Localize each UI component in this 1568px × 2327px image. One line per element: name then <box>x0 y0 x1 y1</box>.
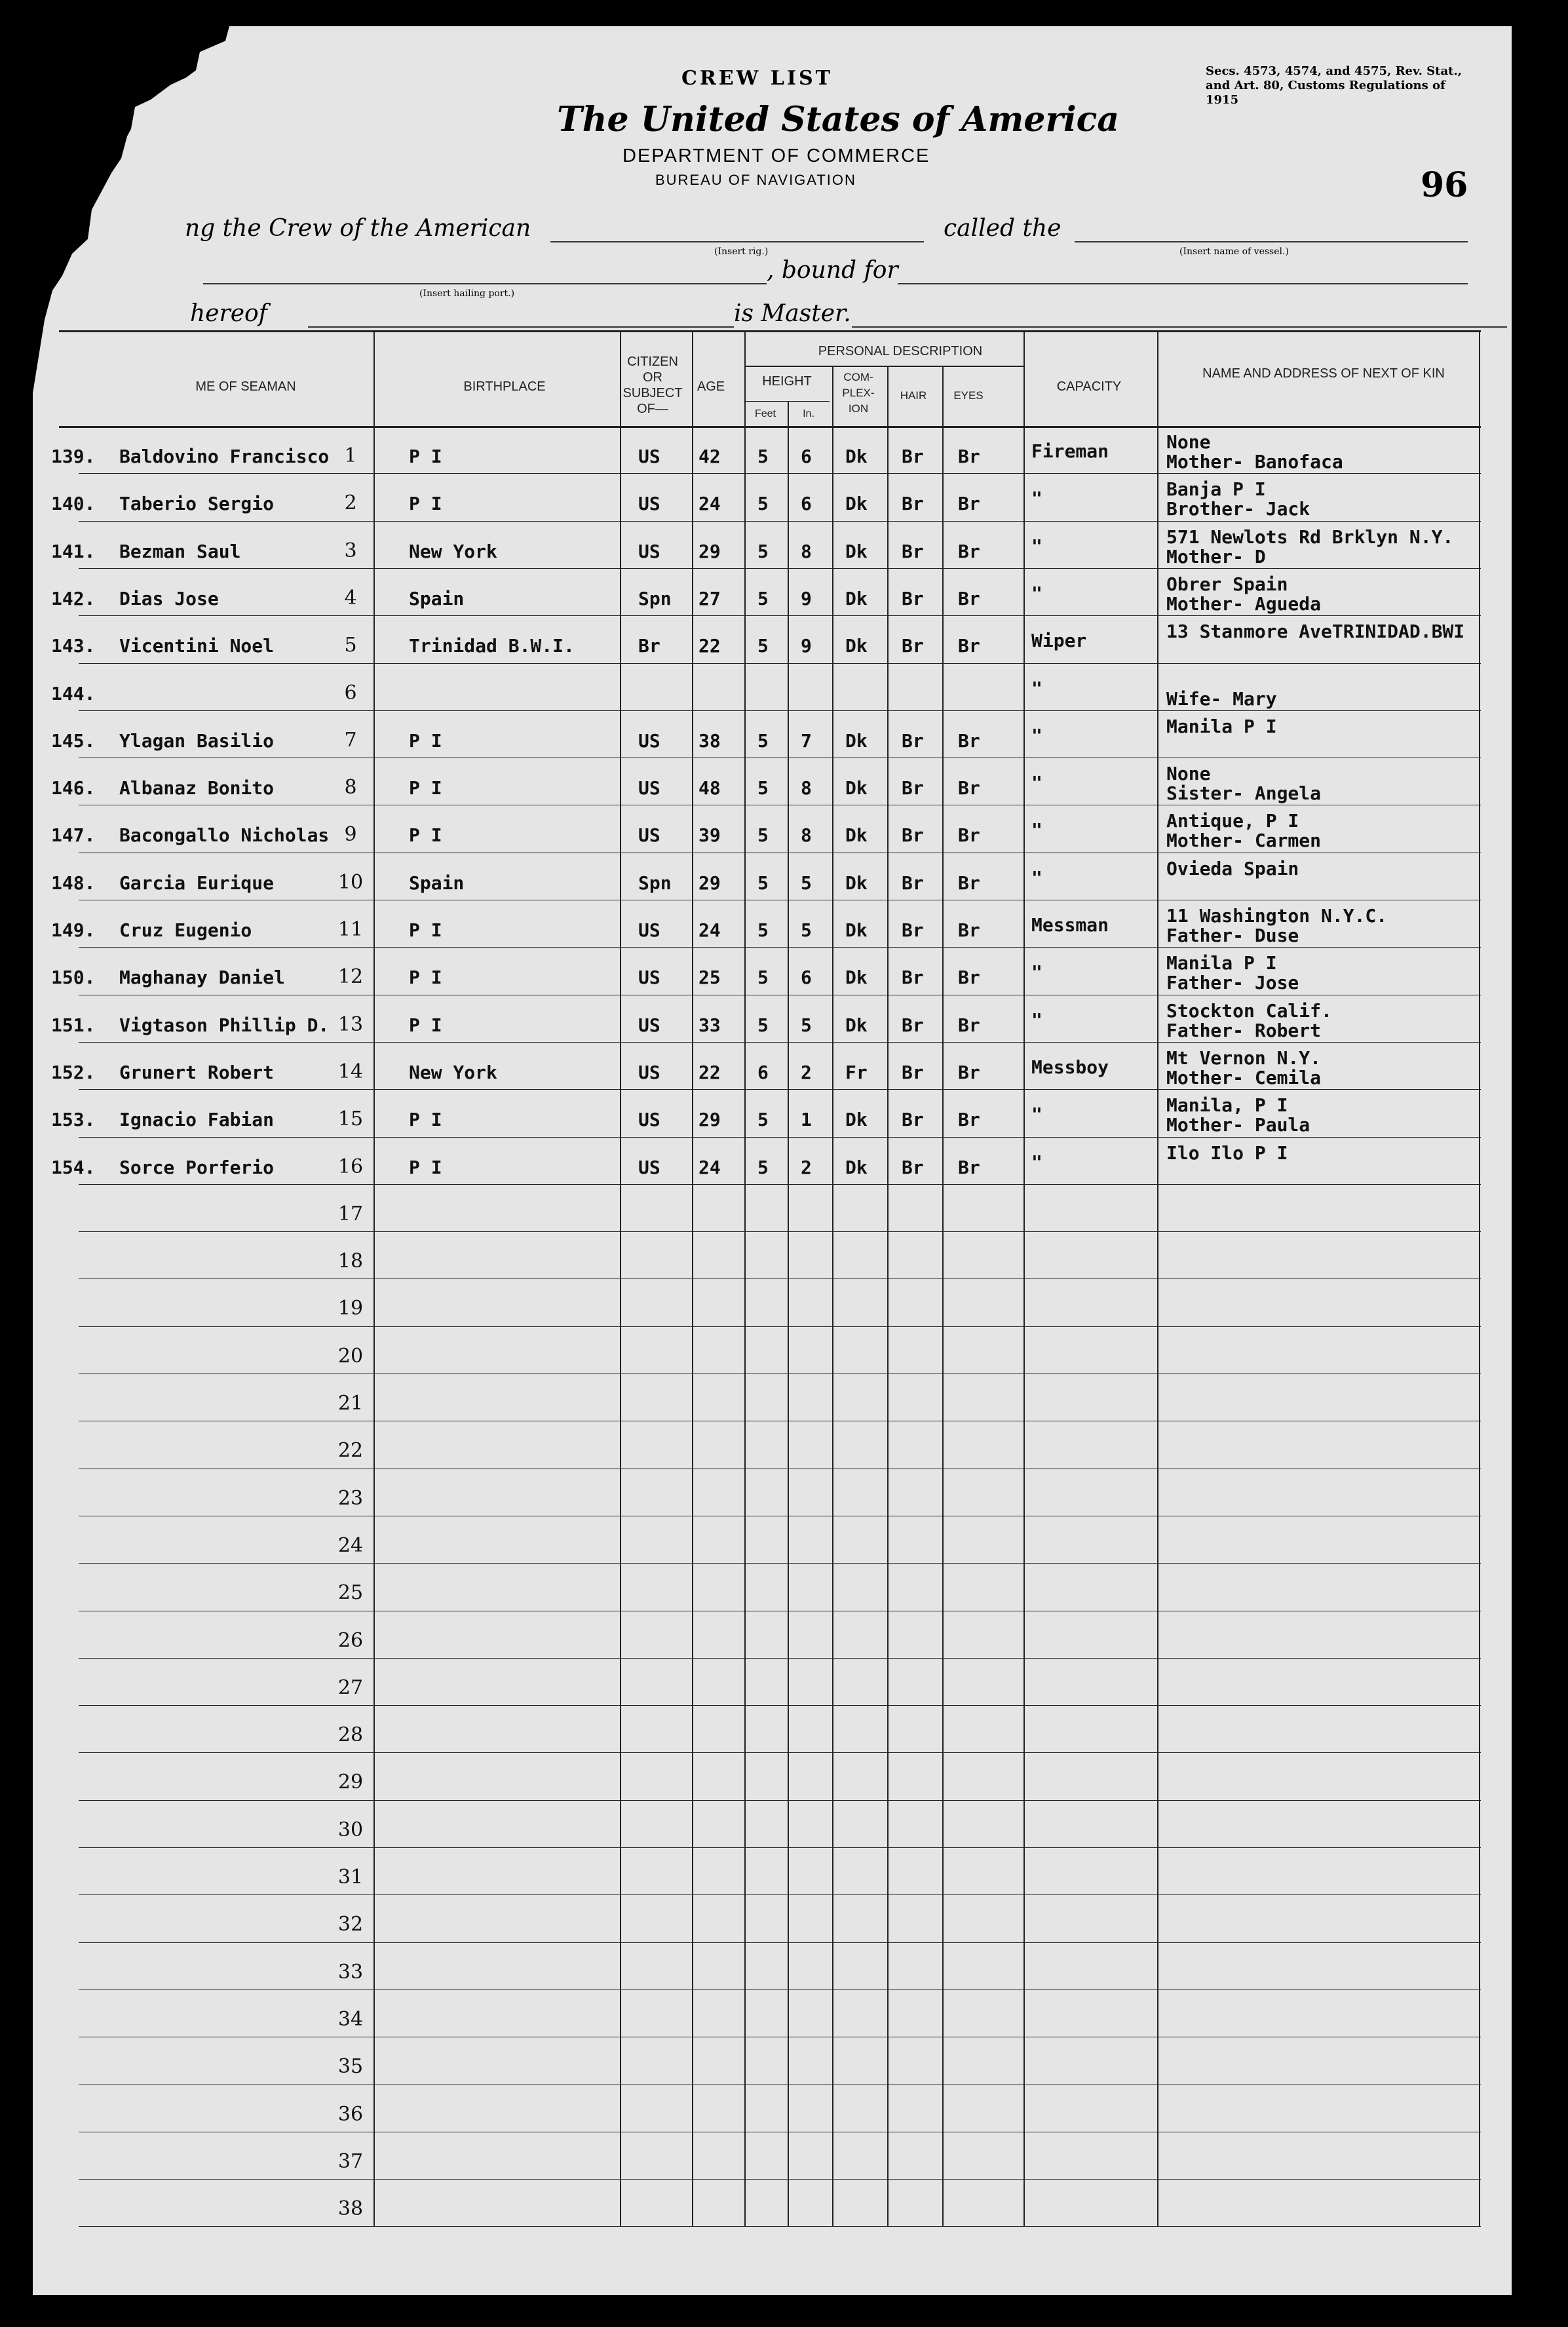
capacity: " <box>1031 582 1042 604</box>
col-feet-header: Feet <box>754 408 776 419</box>
crew-id: 145. <box>51 729 96 752</box>
crew-id: 148. <box>51 872 96 894</box>
capacity: Messboy <box>1031 1056 1109 1078</box>
height-feet: 5 <box>757 919 769 941</box>
line-number: 7 <box>344 728 357 752</box>
crew-id: 141. <box>51 540 96 562</box>
seaman-name: Vigtason Phillip D. <box>119 1014 330 1036</box>
rig-caption: (Insert rig.) <box>714 246 769 257</box>
col-hair-header: HAIR <box>900 389 927 402</box>
line-number: 8 <box>344 776 357 799</box>
line-number: 13 <box>337 1012 364 1036</box>
line-number: 18 <box>337 1250 364 1273</box>
row-rule <box>79 663 1481 664</box>
line-number: 12 <box>337 965 364 989</box>
height-inches: 7 <box>801 729 812 752</box>
line-number: 16 <box>337 1155 364 1178</box>
seaman-name: Sorce Porferio <box>119 1156 275 1178</box>
hair-color: Br <box>902 919 924 941</box>
eye-color: Br <box>958 919 980 941</box>
col-citizen-header: CITIZEN OR SUBJECT OF— <box>622 355 683 416</box>
capacity: " <box>1031 677 1042 699</box>
crew-id: 149. <box>51 919 96 941</box>
hair-color: Br <box>902 587 924 609</box>
complexion: Dk <box>845 493 868 515</box>
next-of-kin: Mother- Carmen <box>1166 830 1322 852</box>
capacity: " <box>1031 724 1042 746</box>
complexion: Dk <box>845 919 868 941</box>
hair-color: Br <box>902 777 924 799</box>
height-feet: 5 <box>757 1109 769 1131</box>
capacity: " <box>1031 1104 1042 1126</box>
hair-color: Br <box>902 446 924 467</box>
complexion: Fr <box>845 1061 868 1083</box>
next-of-kin: Antique, P I <box>1166 810 1299 832</box>
citizenship: US <box>638 824 660 847</box>
next-of-kin: Father- Jose <box>1166 972 1299 994</box>
eye-color: Br <box>958 824 980 847</box>
hair-color: Br <box>902 493 924 515</box>
row-rule <box>79 1089 1481 1090</box>
row-rule <box>79 1184 1481 1185</box>
line-number: 31 <box>337 1866 364 1889</box>
seaman-name: Taberio Sergio <box>119 493 275 515</box>
bound-for-text: , bound for <box>767 257 898 284</box>
line-number: 19 <box>337 1297 364 1320</box>
complexion: Dk <box>845 1109 868 1131</box>
line-number: 27 <box>337 1676 364 1699</box>
complexion: Dk <box>845 1014 868 1036</box>
height-feet: 5 <box>757 587 769 609</box>
row-rule <box>79 2179 1481 2180</box>
hair-color: Br <box>902 1109 924 1131</box>
capacity: Wiper <box>1031 630 1087 652</box>
birthplace: P I <box>409 1014 442 1036</box>
header-bottom-rule <box>59 426 1481 428</box>
complexion: Dk <box>845 635 868 657</box>
hair-color: Br <box>902 729 924 752</box>
line-number: 32 <box>337 1913 364 1936</box>
capacity: " <box>1031 819 1042 841</box>
next-of-kin: Mother- Banofaca <box>1166 451 1343 472</box>
next-of-kin: Brother- Jack <box>1166 498 1310 520</box>
row-rule <box>79 1894 1481 1895</box>
crew-id: 152. <box>51 1061 96 1083</box>
height-feet: 5 <box>757 493 769 515</box>
birthplace: New York <box>409 1061 497 1083</box>
height-feet: 5 <box>757 824 769 847</box>
birthplace: Spain <box>409 587 465 609</box>
line-number: 6 <box>344 681 357 704</box>
seaman-name: Baldovino Francisco <box>119 446 330 467</box>
hair-color: Br <box>902 1014 924 1036</box>
row-rule <box>79 1563 1481 1564</box>
citizenship: US <box>638 1109 660 1131</box>
age: 29 <box>698 1109 721 1131</box>
height-feet: 5 <box>757 777 769 799</box>
eye-color: Br <box>958 587 980 609</box>
citizenship: US <box>638 967 660 989</box>
height-inches: 9 <box>801 635 812 657</box>
port-caption: (Insert hailing port.) <box>419 288 515 299</box>
complexion: Dk <box>845 446 868 467</box>
crew-id: 142. <box>51 587 96 609</box>
crew-id: 139. <box>51 446 96 467</box>
row-rule <box>79 1847 1481 1848</box>
col-inches-header: In. <box>803 408 814 419</box>
seaman-name: Dias Jose <box>119 587 219 609</box>
eye-color: Br <box>958 540 980 562</box>
next-of-kin: 11 Washington N.Y.C. <box>1166 905 1388 927</box>
called-the-text: called the <box>944 215 1061 242</box>
seaman-name: Bacongallo Nicholas <box>119 824 330 847</box>
line-number: 20 <box>337 1344 364 1368</box>
line-number: 5 <box>344 634 357 657</box>
birthplace: Spain <box>409 872 465 894</box>
age: 42 <box>698 446 721 467</box>
height-inches: 6 <box>801 493 812 515</box>
height-feet: 6 <box>757 1061 769 1083</box>
height-feet: 5 <box>757 540 769 562</box>
col-eyes-header: EYES <box>953 389 984 402</box>
line-number: 28 <box>337 1723 364 1747</box>
hair-color: Br <box>902 1061 924 1083</box>
height-feet: 5 <box>757 635 769 657</box>
age: 39 <box>698 824 721 847</box>
capacity: " <box>1031 488 1042 510</box>
line-number: 21 <box>337 1392 364 1415</box>
line-number: 15 <box>337 1107 364 1131</box>
height-sub-rule <box>744 401 830 402</box>
crew-id: 154. <box>51 1156 96 1178</box>
birthplace: P I <box>409 446 442 467</box>
next-of-kin: Ilo Ilo P I <box>1166 1142 1288 1164</box>
next-of-kin: 13 Stanmore AveTRINIDAD.BWI <box>1166 621 1465 643</box>
row-rule <box>79 1752 1481 1753</box>
seaman-name: Vicentini Noel <box>119 635 275 657</box>
height-feet: 5 <box>757 1156 769 1178</box>
line-number: 35 <box>337 2055 364 2079</box>
line-number: 9 <box>344 823 357 847</box>
citizenship: US <box>638 1014 660 1036</box>
row-rule <box>79 568 1481 569</box>
next-of-kin: Mother- D <box>1166 545 1266 567</box>
height-feet: 5 <box>757 446 769 467</box>
citizenship: Br <box>638 635 660 657</box>
hair-color: Br <box>902 1156 924 1178</box>
birthplace: P I <box>409 1156 442 1178</box>
age: 33 <box>698 1014 721 1036</box>
line-number: 17 <box>337 1202 364 1225</box>
seaman-name: Grunert Robert <box>119 1061 275 1083</box>
eye-color: Br <box>958 1061 980 1083</box>
height-inches: 5 <box>801 919 812 941</box>
col-kin-header: NAME AND ADDRESS OF NEXT OF KIN <box>1202 366 1445 381</box>
birthplace: P I <box>409 777 442 799</box>
eye-color: Br <box>958 1014 980 1036</box>
height-inches: 8 <box>801 824 812 847</box>
form-title: The United States of America <box>557 100 1120 140</box>
eye-color: Br <box>958 493 980 515</box>
eye-color: Br <box>958 446 980 467</box>
line-number: 3 <box>344 539 357 562</box>
line-number: 2 <box>344 491 357 515</box>
row-rule <box>79 1800 1481 1801</box>
row-rule <box>79 1231 1481 1232</box>
complexion: Dk <box>845 1156 868 1178</box>
next-of-kin: None <box>1166 431 1211 453</box>
birthplace: P I <box>409 967 442 989</box>
birthplace: P I <box>409 729 442 752</box>
eye-color: Br <box>958 729 980 752</box>
citizenship: US <box>638 493 660 515</box>
citizenship: US <box>638 729 660 752</box>
height-inches: 8 <box>801 540 812 562</box>
line-number: 26 <box>337 1628 364 1652</box>
height-inches: 6 <box>801 967 812 989</box>
next-of-kin: Obrer Spain <box>1166 573 1288 595</box>
line-number: 23 <box>337 1486 364 1510</box>
citizenship: Spn <box>638 872 672 894</box>
capacity: " <box>1031 1151 1042 1173</box>
line-number: 36 <box>337 2102 364 2126</box>
row-rule <box>79 2226 1481 2227</box>
next-of-kin: Mother- Paula <box>1166 1114 1310 1136</box>
capacity: " <box>1031 1009 1042 1031</box>
next-of-kin: Manila P I <box>1166 952 1277 974</box>
form-heading: CREW LIST <box>681 67 833 90</box>
next-of-kin: Mt Vernon N.Y. <box>1166 1047 1322 1069</box>
height-feet: 5 <box>757 1014 769 1036</box>
col-complexion-header: COM- PLEX- ION <box>842 371 875 415</box>
row-rule <box>79 1705 1481 1706</box>
statute-note: Secs. 4573, 4574, and 4575, Rev. Stat., and Art. 80, Customs Regulations of 1915 <box>1206 64 1462 107</box>
crew-id: 144. <box>51 682 96 704</box>
height-inches: 9 <box>801 587 812 609</box>
row-rule <box>79 1137 1481 1138</box>
column-rule <box>832 366 833 2226</box>
line-number: 14 <box>337 1060 364 1083</box>
citizenship: US <box>638 919 660 941</box>
next-of-kin: Ovieda Spain <box>1166 857 1299 879</box>
line-number: 22 <box>337 1439 364 1463</box>
next-of-kin: Father- Duse <box>1166 925 1299 946</box>
capacity: Fireman <box>1031 440 1109 462</box>
age: 38 <box>698 729 721 752</box>
seaman-name: Albanaz Bonito <box>119 777 275 799</box>
birthplace: P I <box>409 493 442 515</box>
capacity: " <box>1031 535 1042 557</box>
whereof-text: hereof <box>190 300 268 327</box>
table-top-rule <box>59 330 1481 332</box>
crew-id: 146. <box>51 777 96 799</box>
citizenship: US <box>638 540 660 562</box>
row-rule <box>79 1658 1481 1659</box>
next-of-kin: 571 Newlots Rd Brklyn N.Y. <box>1166 526 1454 548</box>
eye-color: Br <box>958 872 980 894</box>
height-feet: 5 <box>757 872 769 894</box>
complexion: Dk <box>845 540 868 562</box>
age: 27 <box>698 587 721 609</box>
column-rule <box>788 401 789 2226</box>
height-feet: 5 <box>757 967 769 989</box>
age: 24 <box>698 1156 721 1178</box>
crew-table <box>33 26 1512 2295</box>
row-rule <box>79 1042 1481 1043</box>
citizenship: US <box>638 777 660 799</box>
line-number: 4 <box>344 586 357 609</box>
next-of-kin: Stockton Calif. <box>1166 999 1332 1022</box>
hair-color: Br <box>902 824 924 847</box>
height-inches: 2 <box>801 1061 812 1083</box>
height-inches: 8 <box>801 777 812 799</box>
citizenship: US <box>638 446 660 467</box>
seaman-name: Maghanay Daniel <box>119 967 285 989</box>
height-feet: 5 <box>757 729 769 752</box>
seaman-name: Garcia Eurique <box>119 872 275 894</box>
next-of-kin: Wife- Mary <box>1166 687 1277 710</box>
line-number: 1 <box>344 444 357 467</box>
capacity: " <box>1031 866 1042 889</box>
row-rule <box>79 473 1481 474</box>
line-number: 34 <box>337 2007 364 2031</box>
col-name-header: ME OF SEAMAN <box>195 379 296 394</box>
complexion: Dk <box>845 967 868 989</box>
row-rule <box>79 710 1481 711</box>
crew-id: 153. <box>51 1109 96 1131</box>
row-rule <box>79 615 1481 616</box>
birthplace: Trinidad B.W.I. <box>409 635 575 657</box>
row-rule <box>79 521 1481 522</box>
crew-id: 150. <box>51 967 96 989</box>
col-personal-header: PERSONAL DESCRIPTION <box>818 344 983 358</box>
next-of-kin: Manila, P I <box>1166 1094 1288 1117</box>
department-name: DEPARTMENT OF COMMERCE <box>622 145 930 166</box>
age: 22 <box>698 1061 721 1083</box>
row-rule <box>79 947 1481 948</box>
capacity: Messman <box>1031 914 1109 936</box>
capacity: " <box>1031 772 1042 794</box>
row-rule <box>79 1942 1481 1943</box>
next-of-kin: Father- Robert <box>1166 1019 1322 1041</box>
hair-color: Br <box>902 540 924 562</box>
capacity: " <box>1031 961 1042 984</box>
seaman-name: Bezman Saul <box>119 540 241 562</box>
complexion: Dk <box>845 777 868 799</box>
next-of-kin: Manila P I <box>1166 715 1277 737</box>
row-rule <box>79 1326 1481 1327</box>
height-inches: 1 <box>801 1109 812 1131</box>
col-age-header: AGE <box>697 379 725 394</box>
col-capacity-header: CAPACITY <box>1056 379 1122 394</box>
height-inches: 6 <box>801 446 812 467</box>
line-number: 37 <box>337 2149 364 2173</box>
seaman-name: Ignacio Fabian <box>119 1109 275 1131</box>
age: 29 <box>698 872 721 894</box>
citizenship: US <box>638 1156 660 1178</box>
eye-color: Br <box>958 1156 980 1178</box>
seaman-name: Cruz Eugenio <box>119 919 252 941</box>
line-number: 38 <box>337 2197 364 2221</box>
hair-color: Br <box>902 635 924 657</box>
crew-list-page <box>33 26 1512 2295</box>
is-master-text: is Master. <box>734 300 851 327</box>
line-number: 25 <box>337 1581 364 1605</box>
complexion: Dk <box>845 587 868 609</box>
crew-id: 151. <box>51 1014 96 1036</box>
crew-id: 140. <box>51 493 96 515</box>
birthplace: P I <box>409 919 442 941</box>
eye-color: Br <box>958 777 980 799</box>
personal-desc-rule <box>744 366 1023 367</box>
crew-id: 143. <box>51 635 96 657</box>
next-of-kin: Mother- Agueda <box>1166 592 1322 615</box>
complexion: Dk <box>845 872 868 894</box>
line-number: 11 <box>337 918 364 941</box>
next-of-kin: Sister- Angela <box>1166 782 1322 805</box>
citizenship: Spn <box>638 587 672 609</box>
crew-id: 147. <box>51 824 96 847</box>
bureau-name: BUREAU OF NAVIGATION <box>655 172 856 188</box>
line-number: 24 <box>337 1533 364 1557</box>
age: 48 <box>698 777 721 799</box>
intro-text: ng the Crew of the American <box>185 215 531 242</box>
line-number: 10 <box>337 870 364 894</box>
eye-color: Br <box>958 635 980 657</box>
page-number: 96 <box>1421 165 1468 205</box>
line-number: 33 <box>337 1960 364 1984</box>
col-birthplace-header: BIRTHPLACE <box>463 379 546 394</box>
seaman-name: Ylagan Basilio <box>119 729 275 752</box>
height-inches: 5 <box>801 1014 812 1036</box>
line-number: 30 <box>337 1818 364 1841</box>
citizenship: US <box>638 1061 660 1083</box>
age: 22 <box>698 635 721 657</box>
col-height-header: HEIGHT <box>762 374 812 389</box>
age: 29 <box>698 540 721 562</box>
next-of-kin: Banja P I <box>1166 478 1266 501</box>
height-inches: 5 <box>801 872 812 894</box>
age: 24 <box>698 919 721 941</box>
complexion: Dk <box>845 729 868 752</box>
next-of-kin: Mother- Cemila <box>1166 1066 1322 1088</box>
hair-color: Br <box>902 967 924 989</box>
age: 25 <box>698 967 721 989</box>
eye-color: Br <box>958 1109 980 1131</box>
vessel-caption: (Insert name of vessel.) <box>1179 246 1289 257</box>
complexion: Dk <box>845 824 868 847</box>
eye-color: Br <box>958 967 980 989</box>
age: 24 <box>698 493 721 515</box>
birthplace: P I <box>409 824 442 847</box>
line-number: 29 <box>337 1771 364 1794</box>
hair-color: Br <box>902 872 924 894</box>
birthplace: New York <box>409 540 497 562</box>
column-rule <box>942 366 944 2226</box>
column-rule <box>887 366 889 2226</box>
next-of-kin: None <box>1166 763 1211 785</box>
birthplace: P I <box>409 1109 442 1131</box>
height-inches: 2 <box>801 1156 812 1178</box>
